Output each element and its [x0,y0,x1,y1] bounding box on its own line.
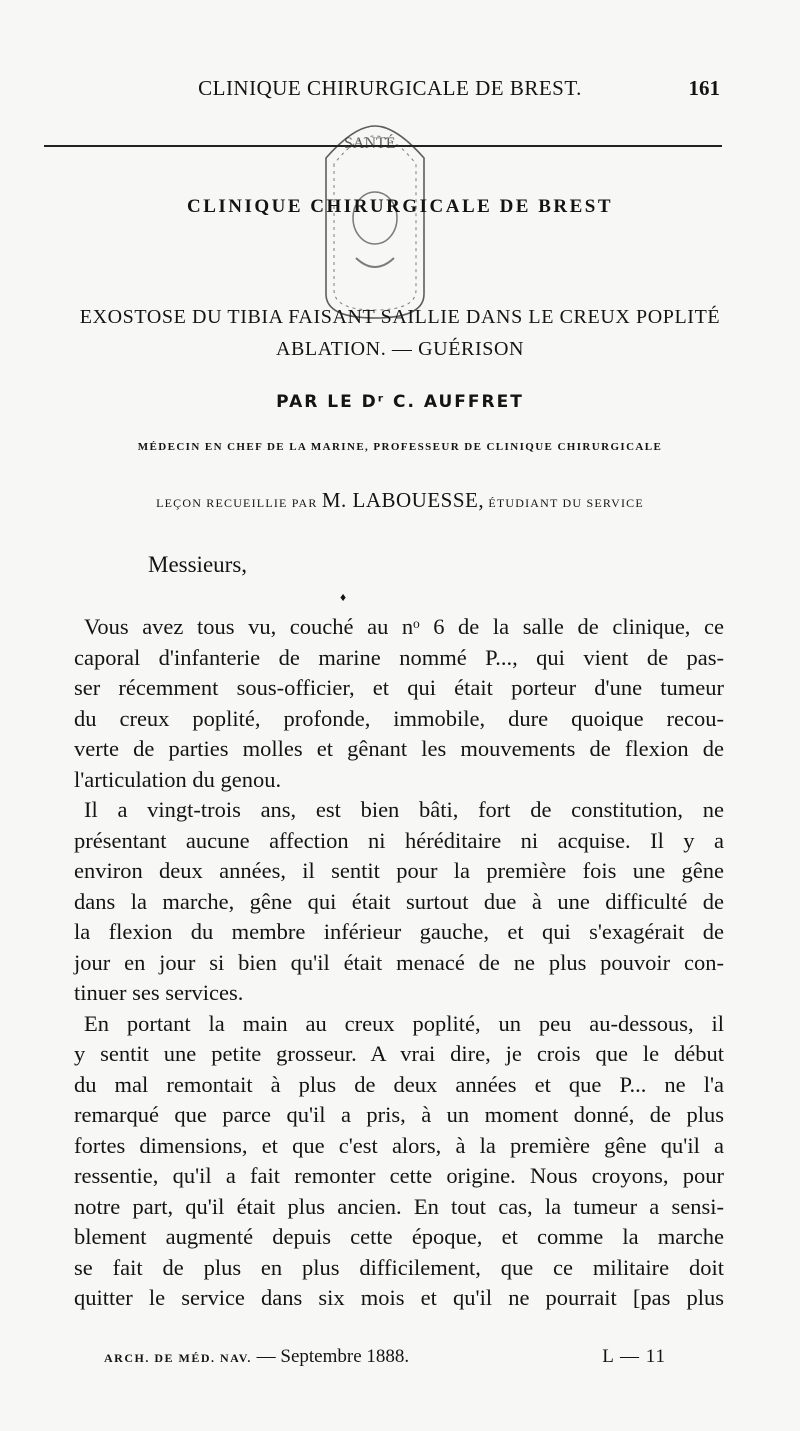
body-line: y sentit une petite grosseur. A vrai dire, je crois que le début [74,1041,724,1066]
body-line: fortes dimensions, et que c'est alors, à la première gêne qu'il a [74,1132,724,1158]
footer-date: — Septembre 1888. [256,1346,410,1367]
body-line: blement augmenté depuis cette époque, et comme la marche [74,1224,724,1249]
body-line: caporal d'infanterie de marine nommé P..., qui vient de pas- [74,644,724,670]
body-line: remarqué que parce qu'il a pris, à un moment donné, de plus [74,1102,724,1127]
body-line: ressentie, qu'il a fait remonter cette origine. Nous croyons, pour [74,1163,724,1188]
footer-citation [104,1346,409,1368]
salutation: Messieurs, [148,552,248,577]
body-line: se fait de plus en plus difficilement, que ce militaire doit [74,1254,724,1280]
lecon-credit [0,488,800,513]
body-line: la flexion du membre inférieur gauche, et qui s'exagérait de [74,919,724,944]
body-line: environ deux années, il sentit pour la première fois une gêne [74,858,724,883]
body-line: notre part, qu'il était plus ancien. En tout cas, la tumeur a sensi- [74,1193,724,1219]
article-title-line-2: ABLATION. — GUÉRISON [275,338,525,360]
library-stamp [286,118,464,328]
running-title: CLINIQUE CHIRURGICALE DE BREST. [198,76,582,100]
body-line: Vous avez tous vu, couché au nᵒ 6 de la salle de clinique, ce [84,614,724,639]
ornament-mark: ♦ [340,590,347,604]
body-line: du mal remontait à plus de deux années et que P... ne l'a [74,1071,724,1097]
body-line: verte de parties molles et gênant les mouvements de flexion de [74,736,724,761]
body-line: dans la marche, gêne qui était surtout due à une difficulté de [74,888,724,914]
footer-signature: L — 11 [602,1346,666,1367]
lecon-suffix: ÉTUDIANT DU SERVICE [488,496,644,510]
author-role: MÉDECIN EN CHEF DE LA MARINE, PROFESSEUR DE CLINIQUE CHIRURGICALE [137,441,663,453]
body-line: du creux poplité, profonde, immobile, dure quoique recou- [74,705,724,731]
body-line: ser récemment sous-officier, et qui était porteur d'une tumeur [74,675,724,700]
body-line: tinuer ses services. [74,980,244,1005]
body-line: jour en jour si bien qu'il était menacé de ne plus pouvoir con- [74,949,724,975]
footer-journal: ARCH. DE MÉD. NAV. [104,1351,252,1365]
body-line: l'articulation du genou. [74,766,282,792]
section-heading: CLINIQUE CHIRURGICALE DE BREST [186,196,614,217]
stamp-text: SANTÉ [344,135,396,152]
running-head [0,76,800,106]
article-title-line-1: EXOSTOSE DU TIBIA FAISANT SAILLIE DANS LE CREUX POPLITÉ [79,306,721,328]
author-line: PAR LE Dʳ C. AUFFRET [276,392,524,412]
body-text [74,612,724,1314]
body-line: Il a vingt-trois ans, est bien bâti, fort de constitution, ne [84,797,724,822]
page-number: 161 [688,76,720,100]
body-line: quitter le service dans six mois et qu'il ne pourrait [pas plus [74,1285,724,1310]
lecon-name: M. LABOUESSE, [321,488,485,512]
body-line: En portant la main au creux poplité, un peu au-dessous, il [84,1010,724,1036]
lecon-prefix: LEÇON RECUEILLIE PAR [156,496,318,510]
body-line: présentant aucune affection ni héréditaire ni acquise. Il y a [74,827,724,853]
page-footer [0,1346,800,1374]
